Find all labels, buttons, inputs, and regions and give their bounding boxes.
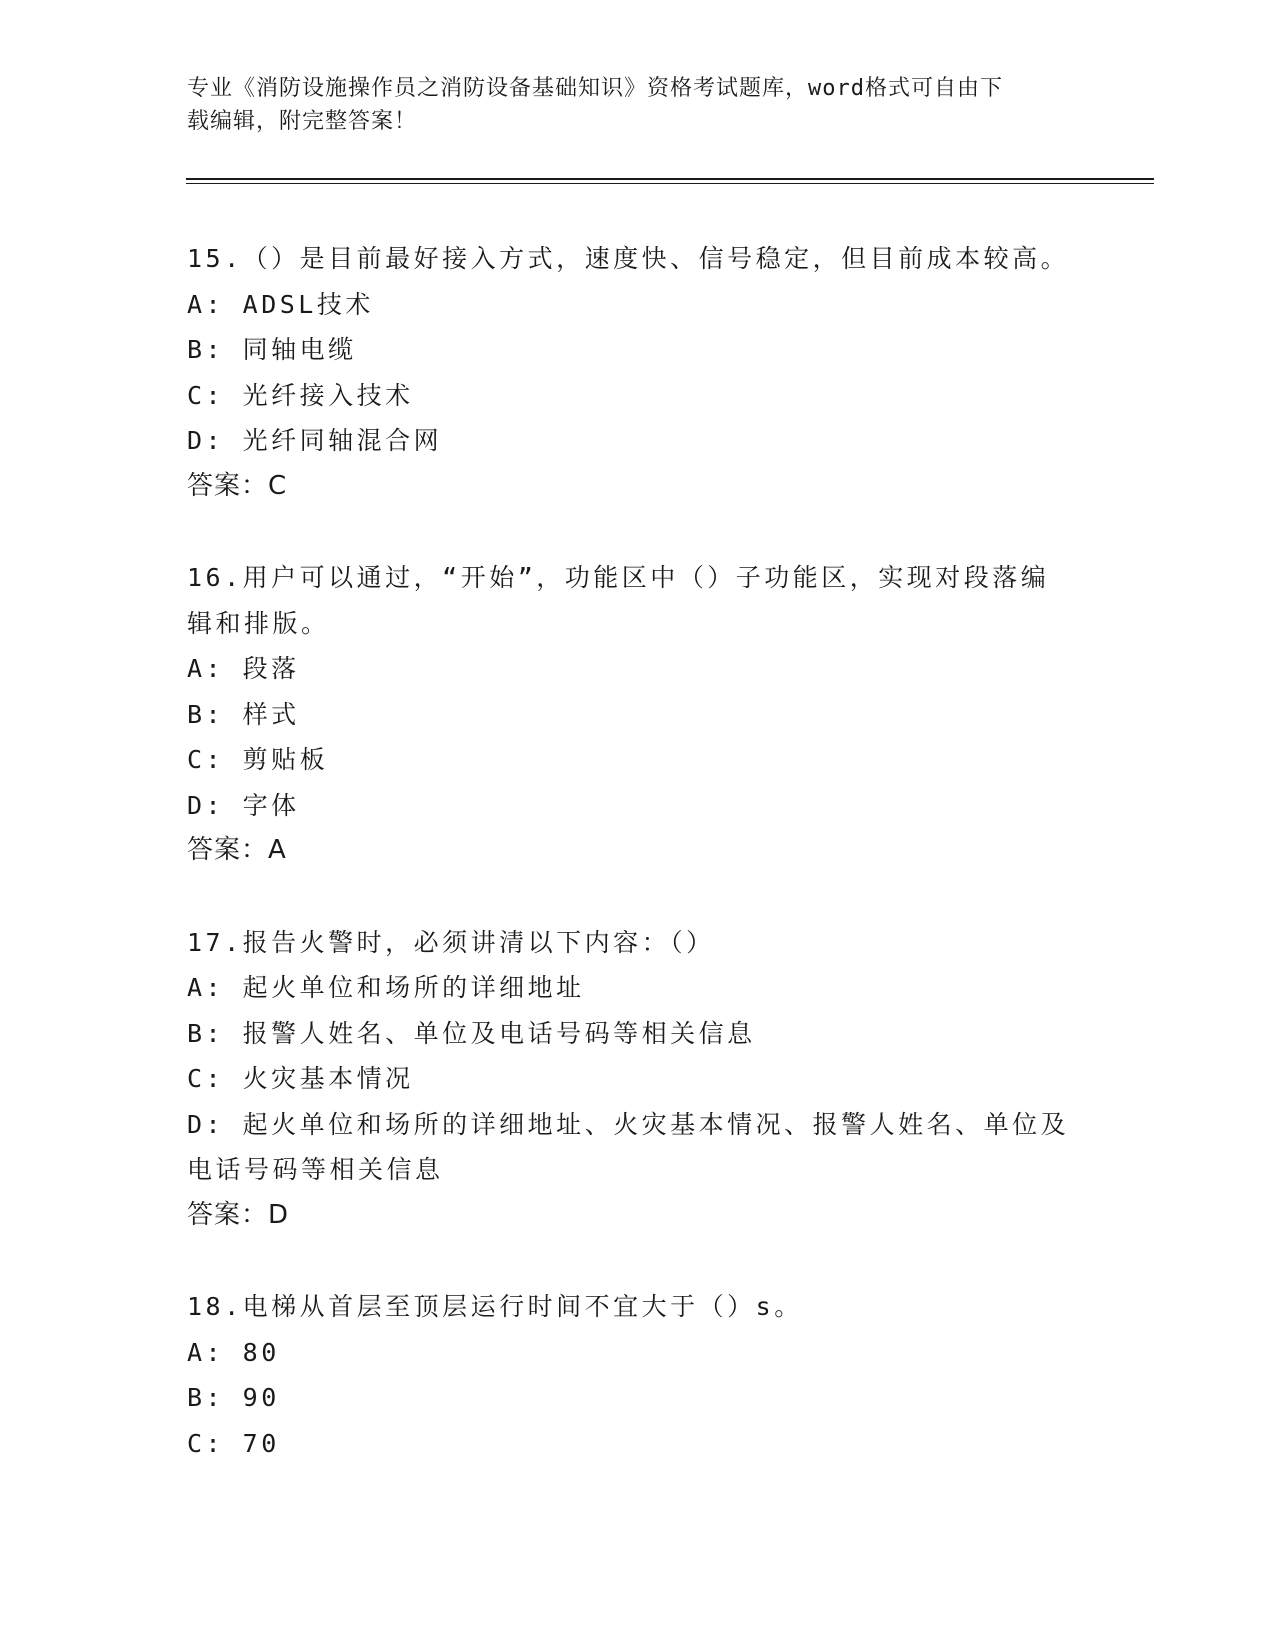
question-list bbox=[187, 236, 1087, 1512]
option-c: C: 火灾基本情况 bbox=[187, 1064, 414, 1093]
option-a: A: 起火单位和场所的详细地址 bbox=[187, 973, 585, 1002]
option-d: D: 字体 bbox=[187, 790, 300, 820]
question-stem: 15.（）是目前最好接入方式，速度快、信号稳定，但目前成本较高。 bbox=[187, 244, 1070, 273]
option-c: C: 剪贴板 bbox=[187, 745, 329, 774]
question-15 bbox=[187, 236, 1087, 509]
answer-label: 答案：D bbox=[187, 1199, 290, 1230]
option-c: C: 光纤接入技术 bbox=[187, 380, 414, 410]
header-line-2: 载编辑，附完整答案！ bbox=[187, 109, 418, 134]
option-c: C: 70 bbox=[187, 1428, 280, 1458]
option-b: B: 90 bbox=[187, 1383, 280, 1412]
option-d-continued: 电话号码等相关信息 bbox=[187, 1155, 444, 1184]
question-stem: 18.电梯从首层至顶层运行时间不宜大于（）s。 bbox=[187, 1292, 803, 1321]
answer-label: 答案：A bbox=[187, 835, 287, 865]
option-a: A: 段落 bbox=[187, 654, 300, 683]
option-b: B: 同轴电缆 bbox=[187, 335, 357, 364]
header-divider-thick bbox=[186, 178, 1154, 180]
document-header bbox=[187, 72, 1087, 138]
option-d: D: 光纤同轴混合网 bbox=[187, 426, 443, 455]
header-divider-thin bbox=[186, 183, 1154, 184]
option-d: D: 起火单位和场所的详细地址、火灾基本情况、报警人姓名、单位及 bbox=[187, 1109, 1070, 1139]
option-b: B: 样式 bbox=[187, 699, 300, 729]
header-line-1: 专业《消防设施操作员之消防设备基础知识》资格考试题库，word格式可自由下 bbox=[187, 76, 1003, 101]
answer-label: 答案：C bbox=[187, 470, 288, 501]
option-a: A: ADSL技术 bbox=[187, 289, 374, 319]
question-17 bbox=[187, 920, 1087, 1239]
option-b: B: 报警人姓名、单位及电话号码等相关信息 bbox=[187, 1018, 756, 1048]
option-a: A: 80 bbox=[187, 1337, 280, 1367]
question-18 bbox=[187, 1284, 1087, 1466]
question-stem-continued: 辑和排版。 bbox=[187, 608, 330, 638]
question-stem: 17.报告火警时，必须讲清以下内容：（） bbox=[187, 927, 715, 957]
question-16 bbox=[187, 555, 1087, 874]
question-stem: 16.用户可以通过，“开始”，功能区中（）子功能区，实现对段落编 bbox=[187, 563, 1050, 592]
